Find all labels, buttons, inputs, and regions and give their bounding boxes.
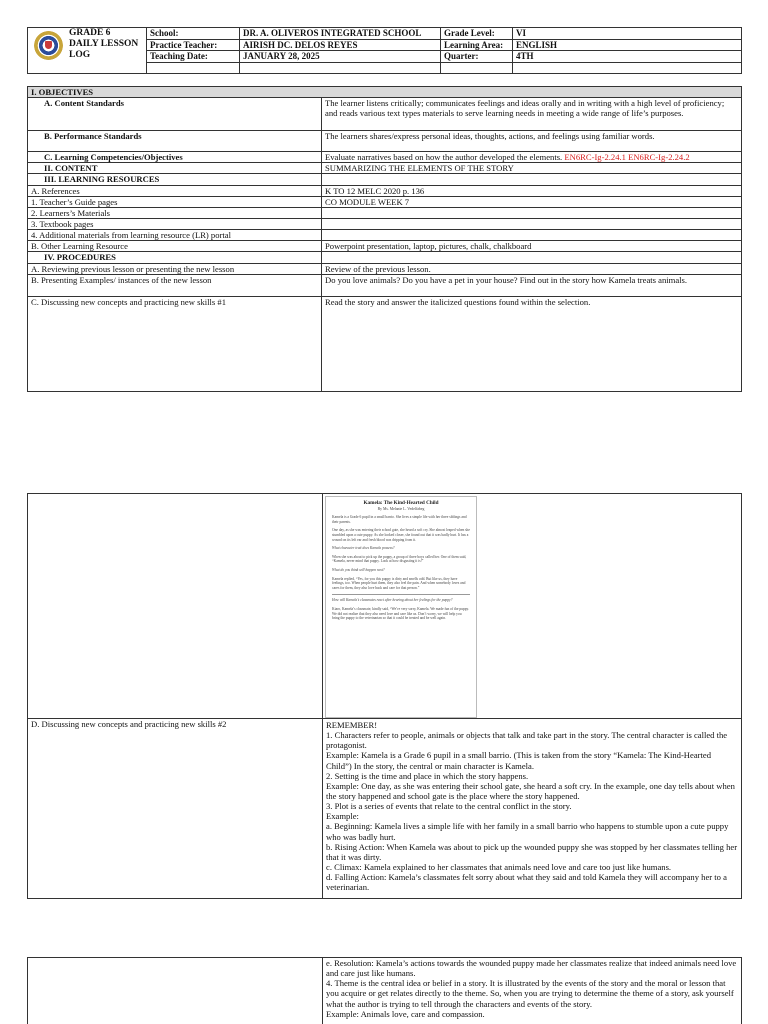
school-value: DR. A. OLIVEROS INTEGRATED SCHOOL <box>240 28 441 40</box>
objectives-heading: I. OBJECTIVES <box>28 87 742 98</box>
remember-line: b. Rising Action: When Kamela was about to pick up the wounded puppy she was stopped by her classmates telling her that it was dirty. <box>326 841 738 862</box>
competencies-codes: EN6RC-Ig-2.24.1 EN6RC-Ig-2.24.2 <box>564 152 690 163</box>
teacher-label: Practice Teacher: <box>147 39 240 51</box>
story-paragraph: Kamela is a Grade 6 pupil in a small barrio. She lives a simple life with her three siblings and their parents. <box>332 515 467 524</box>
learners-materials-value <box>322 207 742 218</box>
procedure-a-label: A. Reviewing previous lesson or presenting the new lesson <box>28 263 322 274</box>
lesson-log-table <box>27 86 742 392</box>
remember-cell <box>323 719 742 899</box>
remember-line: 2. Setting is the time and place in which the story happens. <box>326 770 529 781</box>
story-table <box>27 493 742 899</box>
story-question: What do you think will happen next? <box>332 567 385 572</box>
brand-line-1: GRADE 6 <box>69 28 111 38</box>
content-standards-value: The learner listens critically; communicates feelings and ideas orally and in writing with a high level of proficiency; and reads various text types materials to serve learning needs in meeting a wide range of life’s purposes. <box>322 98 742 131</box>
remember-line: Example: Kamela is a Grade 6 pupil in a small barrio. (This is taken from the story “Kamela: The Kind-Hearted Child”) In the story, the central or main character is Kamela. <box>326 750 712 771</box>
procedure-c-value: Read the story and answer the italicized questions found within the selection. <box>322 296 742 391</box>
story-title: Kamela: The Kind-Hearted Child <box>363 500 439 506</box>
procedure-d-label: D. Discussing new concepts and practicing new skills #2 <box>28 719 323 899</box>
references-label: A. References <box>28 185 322 196</box>
story-paragraph: One day, as she was entering their school gate, she heard a soft cry. She almost leaped when she stumbled upon a cute puppy. As she looked closer, she found out that it was badly hurt. It has a wound on its left ear and fresh blood was dripping from it. <box>332 528 470 542</box>
procedures-heading-blank <box>322 252 742 263</box>
other-resource-label: B. Other Learning Resource <box>28 241 322 252</box>
remember-line: c. Climax: Kamela explained to her classmates that animals need love and care too just like humans. <box>326 861 672 872</box>
remember-line: 3. Plot is a series of events that relate to the central conflict in the story. <box>326 801 572 812</box>
remember-line: a. Beginning: Kamela lives a simple life with her family in a small barrio who happens to stumble upon a cute puppy who was badly hurt. <box>326 821 729 842</box>
remember-line: Example: One day, as she was entering their school gate, she heard a soft cry. In the example, one day tells about when the story happened and school gate is the place where the story happened. <box>326 780 735 801</box>
textbook-label: 3. Textbook pages <box>28 218 322 229</box>
story-author: By Ms. Melanie L. Vedelfabeg <box>377 506 425 511</box>
lr-portal-label: 4. Additional materials from learning resource (LR) portal <box>28 230 322 241</box>
grade-label: Grade Level: <box>441 28 513 40</box>
school-label: School: <box>147 28 240 40</box>
header-table <box>27 27 742 74</box>
content-value: SUMMARIZING THE ELEMENTS OF THE STORY <box>322 163 742 174</box>
date-value: JANUARY 28, 2025 <box>240 51 441 63</box>
resources-heading: III. LEARNING RESOURCES <box>28 174 322 185</box>
procedures-heading: IV. PROCEDURES <box>28 252 322 263</box>
header-spacer <box>147 62 240 73</box>
content-standards-label: A. Content Standards <box>28 98 322 131</box>
teachers-guide-value: CO MODULE WEEK 7 <box>322 196 742 207</box>
header-spacer <box>441 62 513 73</box>
brand-title <box>69 28 138 61</box>
brand-line-3: LOG <box>69 50 91 60</box>
header-spacer <box>513 62 742 73</box>
brand-cell <box>28 28 147 74</box>
grade-value: VI <box>513 28 742 40</box>
deped-seal-icon <box>34 31 63 60</box>
story-image <box>325 496 477 718</box>
references-value: K TO 12 MELC 2020 p. 136 <box>322 185 742 196</box>
page-three-table <box>27 957 742 1024</box>
teacher-value: AIRISH DC. DELOS REYES <box>240 39 441 51</box>
learners-materials-label: 2. Learners’s Materials <box>28 207 322 218</box>
competencies-text: Evaluate narratives based on how the author developed the elements. <box>325 152 563 163</box>
story-question: What character trait does Kamela possess? <box>332 546 395 551</box>
content-heading: II. CONTENT <box>28 163 322 174</box>
story-paragraph: When she was about to pick up the puppy, a group of three boys called her. One of them said, “Kamela, never mind that puppy. Look at how disgusting it is!” <box>332 554 467 564</box>
performance-standards-label: B. Performance Standards <box>28 131 322 152</box>
procedure-b-label: B. Presenting Examples/ instances of the new lesson <box>28 274 322 296</box>
procedure-a-value: Review of the previous lesson. <box>322 263 742 274</box>
lr-portal-value <box>322 230 742 241</box>
competencies-cell <box>322 152 742 163</box>
page-three-line: 4. Theme is the central idea or belief in a story. It is illustrated by the events of the story and the moral or lesson that you acquire or get relates directly to the theme. So, when you are trying to determine the theme of a story, ask yourself what the author is trying to tell through the characters and events of the story. <box>326 978 734 1009</box>
story-paragraph: Kamela replied, “Yes, for you this puppy is dirty and smells odd. But like us, they have feelings, too. When people hurt them, they also feel the pain. And when somebody loves and cares for them, they also love back and care for that person.” <box>332 576 466 590</box>
remember-line: Example: <box>326 811 359 822</box>
quarter-value: 4TH <box>513 51 742 63</box>
procedure-b-value: Do you love animals? Do you have a pet in your house? Find out in the story how Kamela treats animals. <box>322 274 742 296</box>
page-three-line: e. Resolution: Kamela’s actions towards the wounded puppy made her classmates realize that indeed animals need love and care just like humans. <box>326 958 737 979</box>
page-three-left-blank <box>28 958 323 1024</box>
story-cell <box>323 494 742 719</box>
teachers-guide-label: 1. Teacher’s Guide pages <box>28 196 322 207</box>
area-value: ENGLISH <box>513 39 742 51</box>
brand-line-2: DAILY LESSON <box>69 39 139 49</box>
header-spacer <box>240 62 441 73</box>
resources-heading-blank <box>322 174 742 185</box>
page-three-line: Example: Animals love, care and compassion. <box>326 1008 485 1019</box>
remember-title: REMEMBER! <box>326 720 378 730</box>
story-divider <box>332 594 470 595</box>
story-question: How will Kamela’s classmates react after hearing about her feelings for the puppy? <box>332 598 453 603</box>
performance-standards-value: The learners shares/express personal ideas, thoughts, actions, and feelings using familiar words. <box>322 131 742 152</box>
other-resource-value: Powerpoint presentation, laptop, pictures, chalk, chalkboard <box>322 241 742 252</box>
story-paragraph: Kiaro, Kamela’s classmate, kindly said, “We’re very sorry, Kamela. We made fun of the puppy. We did not realize that they also need love and care like us. Don’t worry, we will help you bring the puppy to the veterinarian so that it could be treated and be well again. <box>332 606 470 621</box>
remember-line: d. Falling Action: Kamela’s classmates felt sorry about what they said and told Kamela they will accompany her to a veterinarian. <box>326 872 727 893</box>
remember-line: 1. Characters refer to people, animals or objects that talk and take part in the story. The central character is called the protagonist. <box>326 730 728 751</box>
page-three-cell <box>323 958 742 1024</box>
textbook-value <box>322 218 742 229</box>
procedure-c-label: C. Discussing new concepts and practicing new skills #1 <box>28 296 322 391</box>
date-label: Teaching Date: <box>147 51 240 63</box>
competencies-label: C. Learning Competencies/Objectives <box>28 152 322 163</box>
quarter-label: Quarter: <box>441 51 513 63</box>
area-label: Learning Area: <box>441 39 513 51</box>
story-left-blank <box>28 494 323 719</box>
